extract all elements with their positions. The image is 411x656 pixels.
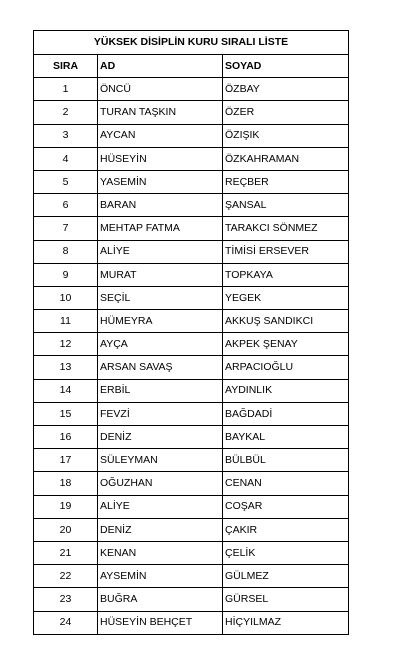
sira-cell: 6 bbox=[34, 194, 98, 217]
soyad-cell: TOPKAYA bbox=[223, 263, 349, 286]
sira-cell: 18 bbox=[34, 472, 98, 495]
sira-cell: 22 bbox=[34, 565, 98, 588]
ad-cell: FEVZİ bbox=[98, 402, 223, 425]
ad-cell: SEÇİL bbox=[98, 286, 223, 309]
column-header-sira: SIRA bbox=[34, 55, 98, 78]
sira-cell: 16 bbox=[34, 426, 98, 449]
soyad-cell: BÜLBÜL bbox=[223, 449, 349, 472]
ad-cell: HÜSEYİN BEHÇET bbox=[98, 611, 223, 634]
ranked-list-table bbox=[33, 30, 349, 635]
ad-cell: HÜMEYRA bbox=[98, 310, 223, 333]
soyad-cell: REÇBER bbox=[223, 170, 349, 193]
ad-cell: KENAN bbox=[98, 541, 223, 564]
table-row bbox=[34, 402, 349, 425]
sira-cell: 4 bbox=[34, 147, 98, 170]
table-row bbox=[34, 286, 349, 309]
table-row bbox=[34, 170, 349, 193]
table-row bbox=[34, 588, 349, 611]
table-row bbox=[34, 379, 349, 402]
column-header-ad: AD bbox=[98, 55, 223, 78]
document-sheet bbox=[33, 30, 348, 635]
sira-cell: 23 bbox=[34, 588, 98, 611]
ad-cell: YASEMİN bbox=[98, 170, 223, 193]
ad-cell: MEHTAP FATMA bbox=[98, 217, 223, 240]
table-row bbox=[34, 78, 349, 101]
ad-cell: BARAN bbox=[98, 194, 223, 217]
sira-cell: 17 bbox=[34, 449, 98, 472]
sira-cell: 21 bbox=[34, 541, 98, 564]
sira-cell: 3 bbox=[34, 124, 98, 147]
soyad-cell: BAYKAL bbox=[223, 426, 349, 449]
table-body bbox=[34, 78, 349, 635]
soyad-cell: AKPEK ŞENAY bbox=[223, 333, 349, 356]
sira-cell: 15 bbox=[34, 402, 98, 425]
table-row bbox=[34, 124, 349, 147]
soyad-cell: ŞANSAL bbox=[223, 194, 349, 217]
soyad-cell: GÜLMEZ bbox=[223, 565, 349, 588]
soyad-cell: COŞAR bbox=[223, 495, 349, 518]
table-row bbox=[34, 472, 349, 495]
table-row bbox=[34, 194, 349, 217]
ad-cell: SÜLEYMAN bbox=[98, 449, 223, 472]
sira-cell: 10 bbox=[34, 286, 98, 309]
table-row bbox=[34, 333, 349, 356]
ad-cell: OĞUZHAN bbox=[98, 472, 223, 495]
ad-cell: HÜSEYİN bbox=[98, 147, 223, 170]
table-row bbox=[34, 310, 349, 333]
table-row bbox=[34, 541, 349, 564]
ad-cell: DENİZ bbox=[98, 518, 223, 541]
soyad-cell: BAĞDADİ bbox=[223, 402, 349, 425]
sira-cell: 8 bbox=[34, 240, 98, 263]
soyad-cell: CENAN bbox=[223, 472, 349, 495]
header-row bbox=[34, 55, 349, 78]
sira-cell: 20 bbox=[34, 518, 98, 541]
sira-cell: 9 bbox=[34, 263, 98, 286]
ad-cell: ARSAN SAVAŞ bbox=[98, 356, 223, 379]
ad-cell: DENİZ bbox=[98, 426, 223, 449]
table-row bbox=[34, 217, 349, 240]
soyad-cell: TİMİSİ ERSEVER bbox=[223, 240, 349, 263]
sira-cell: 12 bbox=[34, 333, 98, 356]
soyad-cell: ARPACIOĞLU bbox=[223, 356, 349, 379]
soyad-cell: ÖZER bbox=[223, 101, 349, 124]
sira-cell: 24 bbox=[34, 611, 98, 634]
table-row bbox=[34, 101, 349, 124]
soyad-cell: ÖZKAHRAMAN bbox=[223, 147, 349, 170]
soyad-cell: AKKUŞ SANDIKCI bbox=[223, 310, 349, 333]
ad-cell: ÖNCÜ bbox=[98, 78, 223, 101]
sira-cell: 11 bbox=[34, 310, 98, 333]
table-row bbox=[34, 263, 349, 286]
ad-cell: ERBİL bbox=[98, 379, 223, 402]
table-row bbox=[34, 240, 349, 263]
sira-cell: 13 bbox=[34, 356, 98, 379]
ad-cell: ALİYE bbox=[98, 240, 223, 263]
soyad-cell: HİÇYILMAZ bbox=[223, 611, 349, 634]
sira-cell: 14 bbox=[34, 379, 98, 402]
soyad-cell: YEGEK bbox=[223, 286, 349, 309]
table-row bbox=[34, 611, 349, 634]
table-row bbox=[34, 426, 349, 449]
soyad-cell: ÖZIŞIK bbox=[223, 124, 349, 147]
table-row bbox=[34, 518, 349, 541]
column-header-soyad: SOYAD bbox=[223, 55, 349, 78]
table-row bbox=[34, 147, 349, 170]
sira-cell: 19 bbox=[34, 495, 98, 518]
title-row bbox=[34, 31, 349, 55]
soyad-cell: ÇAKIR bbox=[223, 518, 349, 541]
soyad-cell: GÜRSEL bbox=[223, 588, 349, 611]
table-title: YÜKSEK DİSİPLİN KURU SIRALI LİSTE bbox=[34, 31, 349, 55]
sira-cell: 5 bbox=[34, 170, 98, 193]
sira-cell: 7 bbox=[34, 217, 98, 240]
ad-cell: AYSEMİN bbox=[98, 565, 223, 588]
soyad-cell: TARAKCI SÖNMEZ bbox=[223, 217, 349, 240]
table-row bbox=[34, 565, 349, 588]
ad-cell: AYÇA bbox=[98, 333, 223, 356]
ad-cell: ALİYE bbox=[98, 495, 223, 518]
table-row bbox=[34, 356, 349, 379]
sira-cell: 2 bbox=[34, 101, 98, 124]
ad-cell: AYCAN bbox=[98, 124, 223, 147]
table-row bbox=[34, 449, 349, 472]
soyad-cell: ÇELİK bbox=[223, 541, 349, 564]
ad-cell: MURAT bbox=[98, 263, 223, 286]
soyad-cell: ÖZBAY bbox=[223, 78, 349, 101]
soyad-cell: AYDINLIK bbox=[223, 379, 349, 402]
sira-cell: 1 bbox=[34, 78, 98, 101]
table-row bbox=[34, 495, 349, 518]
ad-cell: BUĞRA bbox=[98, 588, 223, 611]
ad-cell: TURAN TAŞKIN bbox=[98, 101, 223, 124]
